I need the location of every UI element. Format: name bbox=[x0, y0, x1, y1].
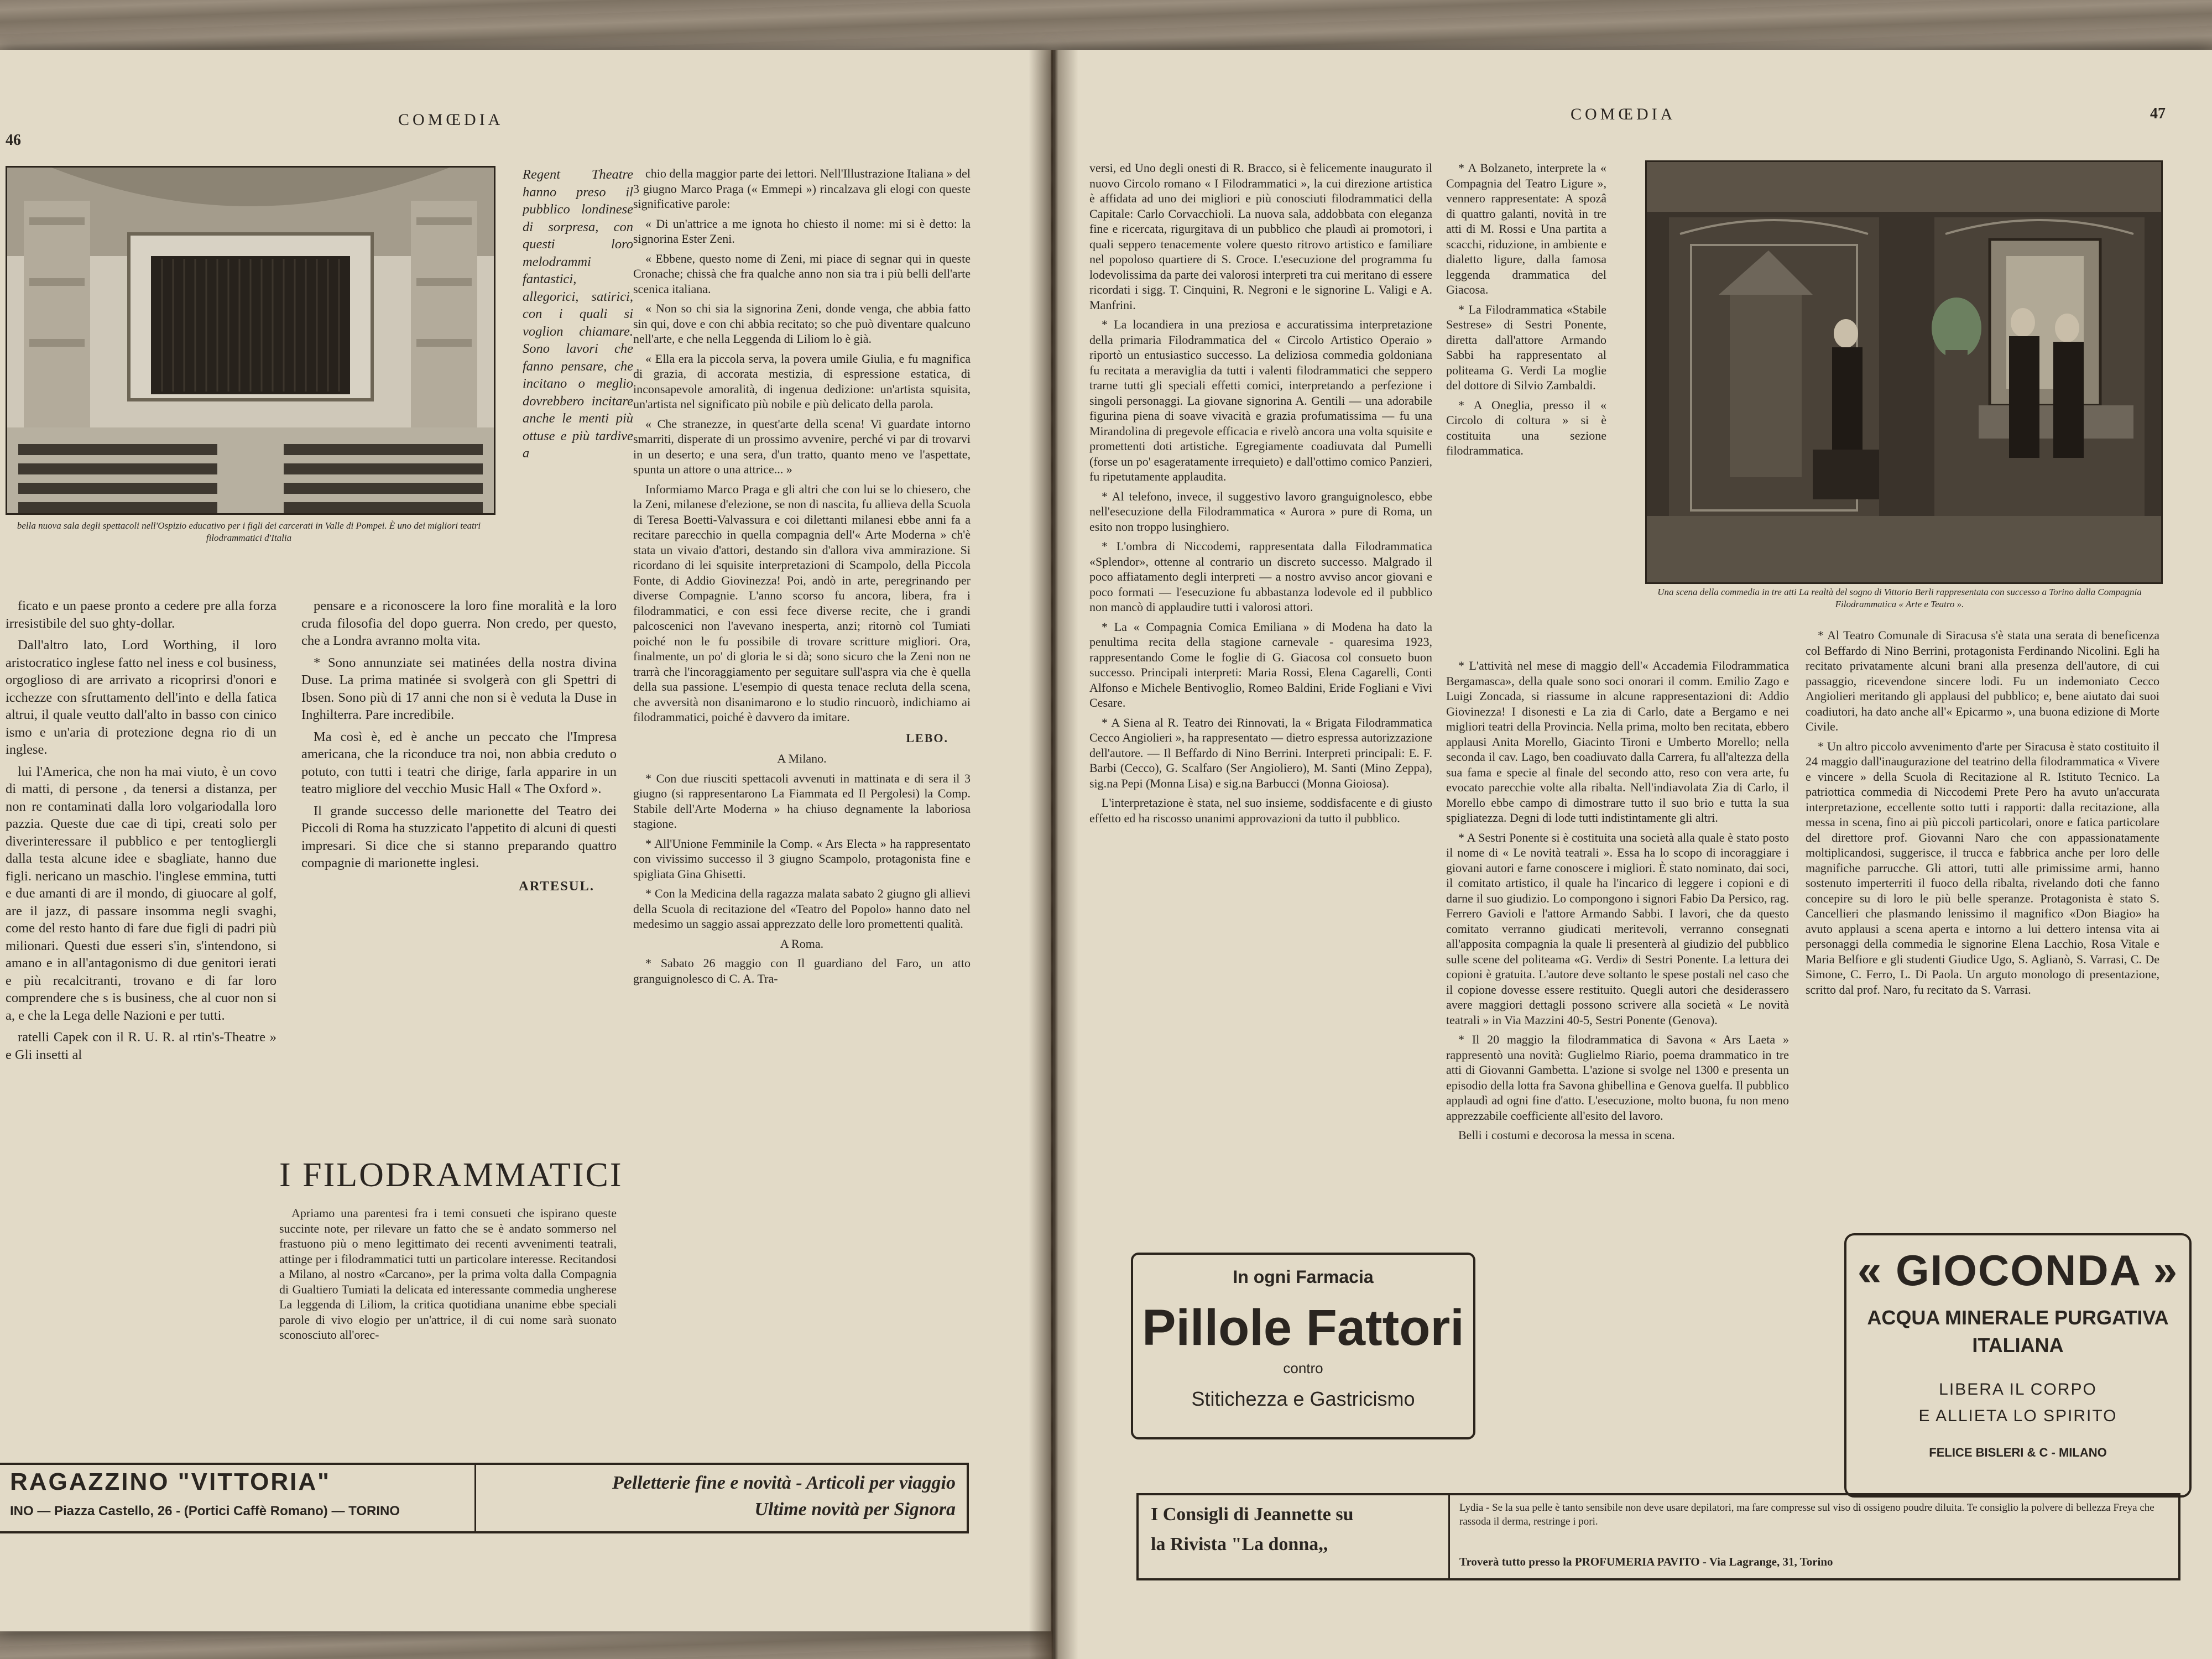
paragraph: chio della maggior parte dei lettori. Nell'Illustrazione Italiana » del 3 giugno Marco Praga (« Emmepi ») rincalzava gli elogi con queste significative parole: bbox=[633, 166, 971, 211]
ad-jeannette-left2: la Rivista "La donna,, bbox=[1151, 1534, 1328, 1554]
paragraph: « Ella era la piccola serva, la povera umile Giulia, e fu magnifica di grazia, di accorata mestizia, di espressione estatica, di inconsapevole amoralità, di ingenua dedizione: un'artista squisita, un'artista nel significato più nobile e più delicato della parola. bbox=[633, 351, 971, 411]
signature-lebo: LEBO. bbox=[906, 731, 948, 745]
regent-theatre-text: Regent Theatre hanno preso il pubblico londinese di sorpresa, con questi loro melodrammi fantastici, allegorici, satirici, con i quali si voglion chiamare. Sono lavori che fanno pensare, che incitano o meglio dovrebbero incitare anche le menti più ottuse e più tardive a bbox=[523, 167, 633, 461]
paragraph: * Sabato 26 maggio con Il guardiano del Faro, un atto granguignolesco di C. A. Tra- bbox=[633, 956, 971, 985]
city-heading-milano: A Milano. bbox=[777, 752, 827, 765]
stage-scene-photo bbox=[1645, 160, 2163, 584]
ad-pillole-fattori bbox=[1131, 1253, 1475, 1439]
column-left-partial bbox=[6, 597, 276, 1068]
column-regent-theatre bbox=[523, 166, 633, 467]
ad-pillole-top: In ogni Farmacia bbox=[1233, 1267, 1374, 1287]
paragraph: * Il 20 maggio la filodrammatica di Savona « Ars Laeta » rappresentò una novità: Guglielmo Riario, poema drammatico in tre atti di Giovanni Gambetta. L'azione si svolge nel 1300 e presenta un episodio della lotta fra Savona ghibellina e Genova guelfa. Il pubblico applaudì ad ogni fine d'atto. L'esecuzione, molto buona, fu non meno apprezzabile coefficiente all'esito del lavoro. bbox=[1446, 1032, 1789, 1123]
page-number-right: 47 bbox=[2150, 105, 2166, 122]
paragraph: L'interpretazione è stata, nel suo insieme, soddisfacente e di giusto effetto ed ha riscosso unanimi approvazioni da tutto il pubblico. bbox=[1089, 796, 1432, 825]
ad-jeannette-divider bbox=[1448, 1495, 1450, 1578]
book-gutter bbox=[1029, 50, 1078, 1659]
paragraph: * Un altro piccolo avvenimento d'arte per Siracusa è stato costituito il 24 maggio dall'inaugurazione del teatrino della filodrammatica « Vivere e vincere » della Scuola di Recitazione al R. Istituto Tecnico. La patriottica commedia di Niccodemi Prete Pero ha avuto un'accurata interpretazione, eccellente sotto tutti i rapporti: dalla recitazione, alla messa in scena, fino ai più piccoli particolari, onore e fatica particolare del direttore prof. Giovanni Naro che con appassionatamente moltiplicandosi, suggerisce, il trucca e fabbrica anche per loro delle magnifiche parrucche. Gli attori, tutti alle primissime armi, hanno sostenuto imperterriti il fuoco della ribalta, rivelando doti che fanno concepire su di loro le più belle speranze. Protagonista è stato S. Cancellieri che plasmando lenissimo il magnifico «Don Biagio» ha avuto applausi a scena aperta e intorno a lui dettero intensa vita ai personaggi della commedia le signorine Elena Lacchio, Rosa Vitale e Maria Belfiore e gli studenti Giudice Ugo, S. Aglianò, S. Varrasi, C. De Simone, C. Ferro, L. Di Paola. Un arguto monologo di presentazione, scritto dal prof. Naro, fu recitato da S. Varrasi. bbox=[1806, 739, 2159, 997]
theater-hall-illustration bbox=[7, 168, 494, 513]
ad-jeannette bbox=[1136, 1493, 2180, 1580]
ad-vittoria-line2: Ultime novità per Signora bbox=[754, 1499, 956, 1520]
page-number-left: 46 bbox=[6, 132, 21, 149]
ad-gioconda-maker: FELICE BISLERI & C - MILANO bbox=[1929, 1446, 2107, 1459]
ad-vittoria-name: RAGAZZINO "VITTORIA" bbox=[10, 1468, 331, 1495]
ad-vittoria-line1: Pelletterie fine e novità - Articoli per viaggio bbox=[612, 1473, 956, 1493]
paragraph: Dall'altro lato, Lord Worthing, il loro aristocratico inglese fatto nel iness e col business, orgoglioso di are arrivato a ricoprirsi d'onori e icchezze con sfruttamento dell'into e della fatica altrui, il quale veutto dall'alto in basso con cinico ismo e un'aria di protezione degna rio di un inglese. bbox=[6, 638, 276, 757]
paragraph: * Al telefono, invece, il suggestivo lavoro granguignolesco, ebbe nell'esecuzione della Filodrammatica « Aurora » pure di Roma, un esito non troppo lusinghiero. bbox=[1089, 489, 1432, 534]
paragraph: * L'ombra di Niccodemi, rappresentata dalla Filodrammatica «Splendor», ottenne al contrario un discreto successo. Malgrado il poco affiatamento degli interpreti — a nostro avviso ancor giovani e poco formati — l'esecuzione fu abbastanza lodevole ed il pubblico non mancò di applaudire tutti i valorosi attori. bbox=[1089, 539, 1432, 614]
paragraph: Ma così è, ed è anche un peccato che l'Impresa americana, che la riconduce tra noi, non abbia creduto o potuto, con tutti i teatri che dirige, farla apparire in un teatro migliore del vecchio Music Hall « The Oxford ». bbox=[301, 729, 617, 796]
ad-gioconda-line2: E ALLIETA LO SPIRITO bbox=[1918, 1407, 2117, 1425]
paragraph: ficato e un paese pronto a cedere pre alla forza irresistibile del suo ghty-dollar. bbox=[6, 598, 276, 631]
paragraph: * Sono annunziate sei matinées della nostra divina Duse. La prima matinée si svolgerà con gli Spettri di Ibsen. Sono più di 17 anni che non si è veduta la Duse in Inghilterra. Pare incredibile. bbox=[301, 655, 617, 722]
ad-gioconda-line1: LIBERA IL CORPO bbox=[1939, 1380, 2097, 1399]
paragraph: Il grande successo delle marionette del Teatro dei Piccoli di Roma ha stuzzicato l'appetito di alcuni di questi impresari. Si dice che si stanno preparando quattro compagnie di marionette inglesi. bbox=[301, 803, 617, 870]
paragraph: * La locandiera in una preziosa e accuratissima interpretazione della primaria Filodrammatica del « Circolo Artistico Operaio » riportò un entusiastico successo. La deliziosa commedia goldoniana fu recitata a meraviglia da tutti i valenti filodrammatici che seppero trarne tutti gli speciali effetti comici, interpretando a perfezione i singoli personaggi. La giovane signorina A. Gentili — una adorabile figurina piena di soave vivacità e grazia profumatissima — fu una Mirandolina di pregevole efficacia e rivelò ancora una volta squisite e promettenti doti artistiche. Egregiamente coadiuvata dal Pumelli (forse un po' esageratamente irrequieto) e dall'ottimo comico Panzieri, fu ripetutamente applaudita. bbox=[1089, 317, 1432, 483]
ad-pillole-bottom: Stitichezza e Gastricismo bbox=[1191, 1387, 1415, 1410]
paragraph: lui l'America, che non ha mai viuto, è un covo di matti, di persone , da tenersi a distanza, per non re contaminati dalla loro volgariodalla loro pazzia. Queste due cae di tipi, creati solo per diverinteressare il pubblico e per tentogliergli dalla testa alcune idee e sbagliate, hanno due figli. nericano un maschio. l'inglese emmina, tutti e due amanti di are il mondo, di giuocare al golf, are il jazz, di passare insomma negli svaghi, come del resto hanto di fare due figli di padri più milionari. Questi due esseri s'in, s'intendono, si amano e in all'antagonismo di due genitori ierati e più recalcitranti, trovano e di far loro comprendere che s is business, che al cuor non si a, e che la Lega delle Nazioni e per tutti. bbox=[6, 764, 276, 1023]
running-head-right: COMŒDIA bbox=[1571, 105, 1676, 123]
heading-filodrammatici: I FILODRAMMATICI bbox=[279, 1156, 623, 1194]
paragraph: ratelli Capek con il R. U. R. al rtin's-Theatre » e Gli insetti al bbox=[6, 1030, 276, 1062]
ad-gioconda bbox=[1844, 1233, 2192, 1498]
column-e-top bbox=[1446, 160, 1606, 463]
ad-gioconda-sub2: ITALIANA bbox=[1972, 1334, 2064, 1357]
city-heading-roma: A Roma. bbox=[780, 936, 824, 951]
ad-pillole-name: Pillole Fattori bbox=[1142, 1300, 1464, 1356]
paragraph: * La Filodrammatica «Stabile Sestrese» di Sestri Ponente, diretta dall'attore Armando Sabbi ha rappresentato al politeama G. Verdi La moglie del dottore di Silvio Zambaldi. bbox=[1446, 302, 1606, 392]
paragraph: * A Sestri Ponente si è costituita una società alla quale è stato posto il nome di « Le novità teatrali ». Essa ha lo scopo di incoraggiare i giovani autori e farne conoscere i migliori. È stato nominato, dai soci, il comitato artistico, il quale ha l'incarico di leggere i copioni e di darne il suo giudizio. Lo compongono i signori Fabio Da Persico, rag. Ferrero Gavioli e l'attore Armando Sabbi. I lavori, che da questo comitato verranno giudicati meritevoli, verranno consegnati all'apposita compagnia la quale li presenterà al giudizio del pubblico sulle scene del politeama «G. Verdi» di Sestri Ponente. La lettura dei copioni è gratuita. L'autore deve soltanto le spese postali nel caso che il copione dovesse essere restituito. Quegli autori che desiderassero avere maggiori dettagli possono scrivere alla società « Le novità teatrali » in Via Mazzini 40-5, Sestri Ponente (Genova). bbox=[1446, 830, 1789, 1027]
theater-photo-caption: bella nuova sala degli spettacoli nell'Ospizio educativo per i figli dei carcerati in Valle di Pompei. È uno dei migliori teatri filodrammatici d'Italia bbox=[17, 520, 481, 543]
paragraph: * All'Unione Femminile la Comp. « Ars Electa » ha rappresentato con vivissimo successo il 3 giugno Scampolo, protagonista fine e spigliata Gina Ghisetti. bbox=[633, 836, 971, 881]
paragraph: * Al Teatro Comunale di Siracusa s'è stata una serata di beneficenza col Beffardo di Nino Berrini, protagonista Ferdinando Nicolini. Egli ha recitato privatamente alcuni brani alla presenza dell'autore, di cui passaggio, ricevendone sincere lodi. Fu un indemoniato Cecco Angiolieri meritando gli applausi del pubblico; e, bene aiutato dai suoi coadiutori, ha dato anche all'« Epicarmo », una buona edizione di Morte Civile. bbox=[1806, 628, 2159, 733]
running-head-left: COMŒDIA bbox=[398, 111, 504, 129]
paragraph: pensare e a riconoscere la loro fine moralità e la loro cruda filosofia del dopo guerra. Non credo, per questo, che a Londra avranno molta vita. bbox=[301, 598, 617, 648]
left-page bbox=[0, 50, 1051, 1631]
right-page bbox=[1053, 50, 2212, 1659]
signature-artesul: ARTESUL. bbox=[519, 878, 594, 894]
paragraph: * Con due riusciti spettacoli avvenuti in mattinata e di sera il 3 giugno (si rappresentarono La Fiammata ed Il Pergolesi) la Comp. Stabile dell'Arte Moderna » ha chiuso degnamente la laboriosa stagione. bbox=[633, 771, 971, 831]
ad-vittoria bbox=[0, 1463, 969, 1533]
paragraph: * L'attività nel mese di maggio dell'« Accademia Filodrammatica Bergamasca», della quale sono soci onorari il comm. Emilio Zago e Luigi Zoncada, si riassume in alcune rappresentazioni di: Addio Giovinezza! I disonesti e La zia di Carlo, date a Bergamo e nei migliori teatri della Provincia. Nella prima, molto ben recitata, ebbero applausi Anita Morello, Giacinto Tironi e Umberto Morello; nella seconda il cav. Lago, ben coadiuvato dalla Carrera, fu all'altezza della sua fama e specie al finale del secondo atto, reso con vera arte, fu evocato parecchie volte alla ribalta. Nell'indiavolata Zia di Carlo, il Morello ebbe campo di dimostrare tutto il suo brio e tutta la sua spigliatezza. Degni di lode tutti indistintamente gli altri. bbox=[1446, 659, 1789, 825]
paragraph: * A Siena al R. Teatro dei Rinnovati, la « Brigata Filodrammatica Cecco Angiolieri », ha rappresentato — dietro espressa autorizzazione dell'autore. — Il Beffardo di Nino Berrini. Interpreti principali: E. F. Barbi (Cecco), G. Scalfaro (Ser Angioliero), M. Santi (Mino Zeppa), sig.na Pepi (Monna Lisa) e sig.na Barbucci (Monna Gioiosa). bbox=[1089, 715, 1432, 790]
paragraph: versi, ed Uno degli onesti di R. Bracco, si è felicemente inaugurato il nuovo Circolo romano « I Filodrammatici », la cui direzione artistica è affidata ad uno dei migliori e più conosciuti filodrammatici della Capitale: Carlo Corvacchioli. La nuova sala, addobbata con eleganza fine e ricercata, rigurgitava di un pubblico che plaudì ai promotori, i quali seppero tenacemente volere questo ritrovo artistico e familiare nel popoloso quartiere di S. Croce. L'esecuzione del programma fu lodevolissima da parte dei valorosi interpreti tra cui meritano di essere ricordati i sigg. T. Cinquini, R. Negroni e le signorine L. Valigi e A. Manfrini. bbox=[1089, 161, 1432, 312]
paragraph: « Ebbene, questo nome di Zeni, mi piace di segnar qui in queste Cronache; chissà che fra qualche anno non sia tra i più belli dell'arte scenica italiana. bbox=[633, 251, 971, 296]
paragraph: Belli i costumi e decorosa la messa in scena. bbox=[1458, 1128, 1675, 1142]
ad-jeannette-trovera: Troverà tutto presso la PROFUMERIA PAVITO - Via Lagrange, 31, Torino bbox=[1459, 1555, 1833, 1568]
paragraph: Informiamo Marco Praga e gli altri che con lui se lo chiesero, che la Zeni, milanese d'elezione, se non di nascita, fu allieva della Scuola di Teresa Boetti-Valvassura e coi dilettanti milanesi ebbe anni fa a recitare parecchio in quella compagnia dell'« Arte Moderna » ch'è stata un vivaio d'attori, destando sin d'allora viva ammirazione. Si ricordano di lei squisite interpretazioni di Scampolo, della Piccola Fonte, di Addio Giovinezza! Poi, andò in arte, peregrinando per diverse Compagnie. L'anno scorso fu ancora, libera, fra i filodrammatici, e con essi fece diverse recite, che i grandi palcoscenici non l'avevano inesperta, anzi; ritornò col Tumiati poiché non le fu possibile di trovare scritture migliori. Ora, finalmente, un po' di gloria le si dà; sono sicuro che la Zeni non ne trarrà che l'incoraggiamento per seguitare sull'aspra via che è quella della sua passione. L'esempio di questa tenace recluta della scena, che avversità non disanimarono e lo studio rincuorò, indichiamo ai filodrammatici, poiché è davvero da imitare. bbox=[633, 482, 971, 724]
paragraph: « Non so chi sia la signorina Zeni, donde venga, che abbia fatto sin qui, dove e con chi abbia recitato; so che può diventare qualcuno nell'arte, e che nella Leggenda di Liliom lo è già. bbox=[633, 301, 971, 346]
ad-gioconda-name: « GIOCONDA » bbox=[1857, 1246, 2179, 1295]
column-f bbox=[1806, 628, 2159, 1001]
paragraph: * La « Compagnia Comica Emiliana » di Modena ha dato la penultima recita della stagione carnevale - quaresima 1923, rappresentando Come le foglie di G. Giacosa col consueto buon successo. Principali interpreti: Maria Rossi, Elena Cagarelli, Conti Alfonso e Michele Bentivoglio, Romeo Baldini, Eride Fogliani e Vivi Cesare. bbox=[1089, 619, 1432, 709]
stage-scene-illustration bbox=[1647, 162, 2161, 582]
paragraph: * Con la Medicina della ragazza malata sabato 2 giugno gli allievi della Scuola di recitazione del «Teatro del Popolo» hanno dato nel medesimo un saggio assai apprezzato delle loro promettenti qualità. bbox=[633, 886, 971, 931]
ad-pillole-contro: contro bbox=[1283, 1360, 1323, 1376]
column-filodrammatici-intro bbox=[279, 1206, 617, 1347]
ad-jeannette-left1: I Consigli di Jeannette su bbox=[1151, 1504, 1354, 1525]
paragraph: * A Bolzaneto, interprete la « Compagnia del Teatro Ligure », vennero rappresentate: A spozâ di quattro galanti, novità in tre atti di M. Rossi e Una partita a scacchi, riduzione, in ambiente e dialetto ligure, dalla famosa leggenda drammatica del Giacosa. bbox=[1446, 161, 1606, 296]
paragraph: « Che stranezze, in quest'arte della scena! Vi guardate intorno smarriti, disperate di un prossimo avvenire, perché vi par di trovarvi in un deserto; e una sera, d'un tratto, quanto meno ve l'aspettate, spunta un attore o una attrice... » bbox=[633, 416, 971, 476]
theater-hall-photo bbox=[6, 166, 495, 515]
column-d bbox=[1089, 160, 1432, 830]
ad-vittoria-address: INO — Piazza Castello, 26 - (Portici Caffè Romano) — TORINO bbox=[10, 1504, 400, 1519]
paragraph: Apriamo una parentesi fra i temi consueti che ispirano queste succinte note, per rilevare un fatto che se è andato sommerso nel frastuono più o meno legittimato dei recenti avvenimenti teatrali, attinge per i filodrammatici tutti un particolare interesse. Recitandosi a Milano, al nostro «Carcano», per la prima volta dalla Compagnia di Gualtiero Tumiati la delicata ed interessante commedia ungherese La leggenda di Liliom, la critica quotidiana unanime ebbe speciali parole di vivo elogio per un'attrice, il di cui nome sarà suonato sconosciuto all'orec- bbox=[279, 1206, 617, 1342]
stage-photo-caption: Una scena della commedia in tre atti La realtà del sogno di Vittorio Berli rappresentata con successo a Torino dalla Compagnia Filodrammatica « Arte e Teatro ». bbox=[1657, 587, 2142, 609]
column-e bbox=[1446, 658, 1789, 1147]
column-b bbox=[301, 597, 617, 900]
paragraph: « Di un'attrice a me ignota ho chiesto il nome: mi si è detto: la signorina Ester Zeni. bbox=[633, 216, 971, 246]
paragraph: * A Oneglia, presso il « Circolo di coltura » si è costituita una sezione filodrammatica. bbox=[1446, 398, 1606, 457]
ad-vittoria-divider bbox=[474, 1465, 476, 1531]
ad-gioconda-sub1: ACQUA MINERALE PURGATIVA bbox=[1867, 1306, 2169, 1329]
ad-jeannette-lydia: Lydia - Se la sua pelle è tanto sensibile non deve usare depilatori, ma fare compresse sul viso di ossigeno poudre diluita. Te consiglio la polvere di bellezza Freya che rassoda il derma, restringe i pori. bbox=[1459, 1502, 2154, 1527]
column-c bbox=[633, 166, 971, 990]
